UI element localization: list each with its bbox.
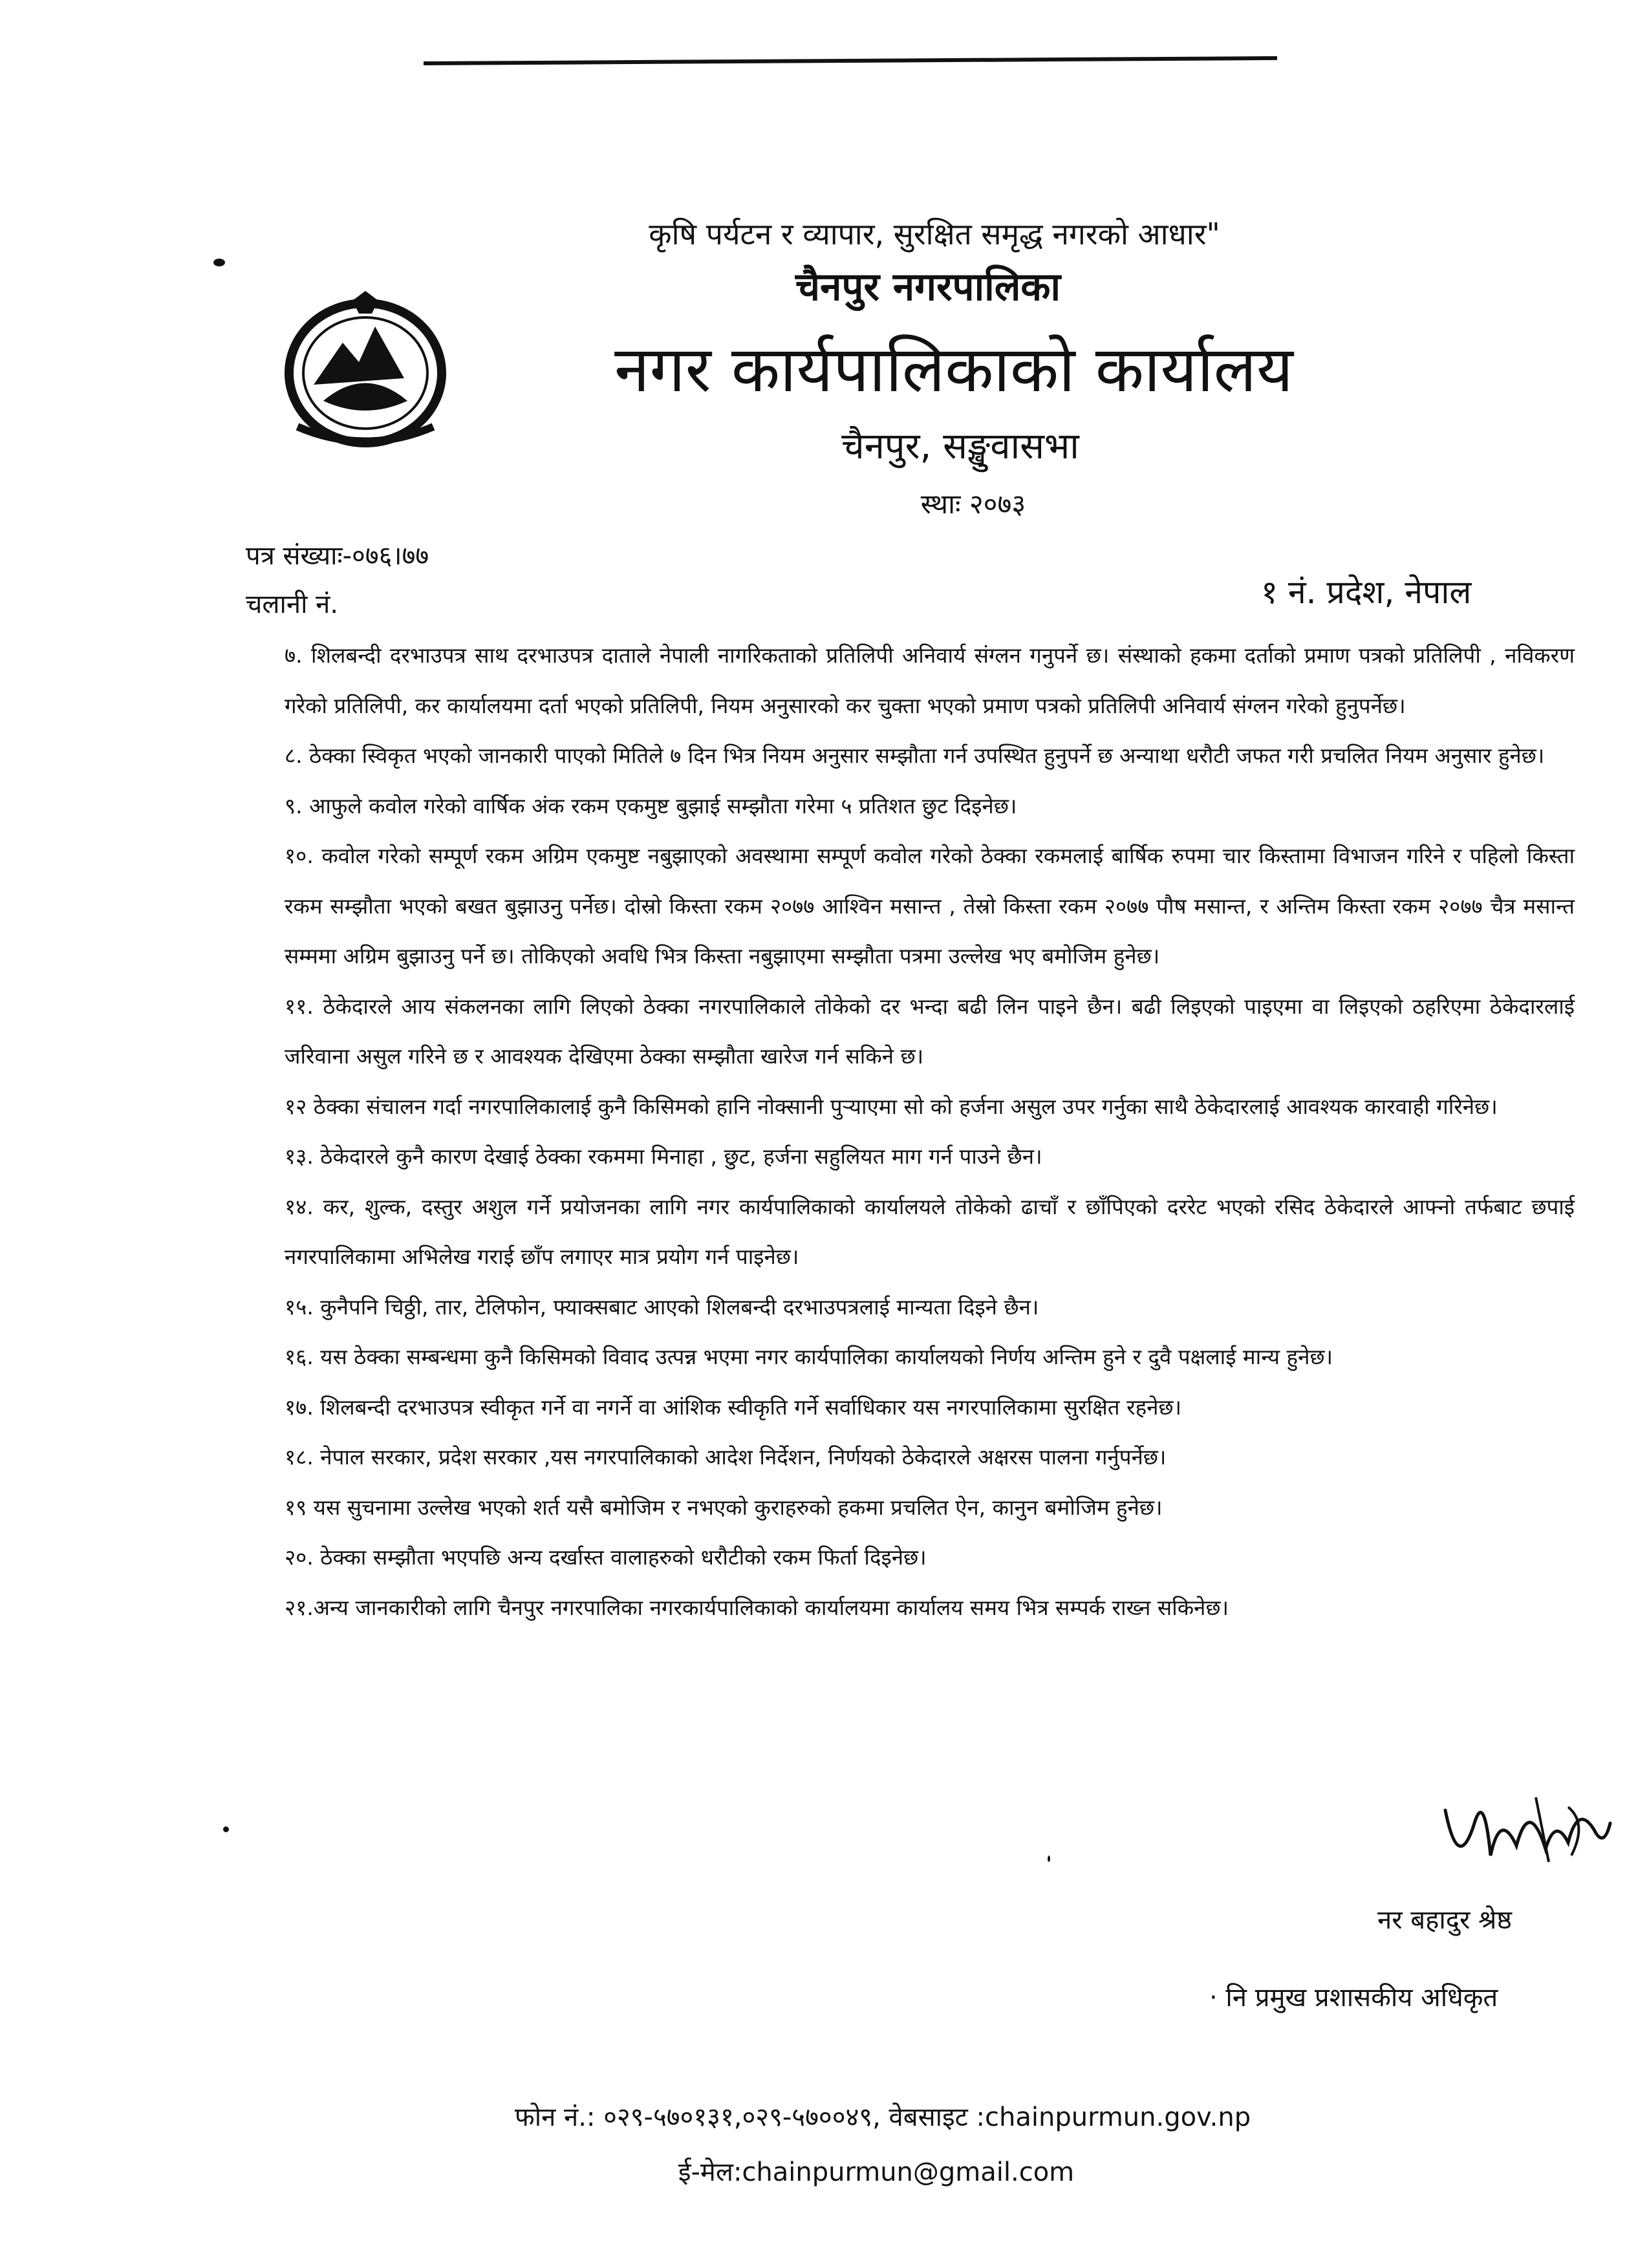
clause: १२ ठेक्का संचालन गर्दा नगरपालिकालाई कुनै किसिमको हानि नोक्सानी पुऱ्याएमा सो को हर्जना असुल उपर गर्नुका साथै ठेकेदारलाई आवश्यक कारवाही गरिनेछ। — [285, 1093, 1498, 1119]
clause: ८. ठेक्का स्विकृत भएको जानकारी पाएको मितिले ७ दिन भित्र नियम अनुसार सम्झौता गर्न उपस्थित हुनुपर्ने छ अन्याथा धरौटी जफत गरी प्रचलित नियम अनुसार हुनेछ। — [285, 743, 1545, 768]
top-rule — [424, 56, 1277, 65]
clause: १४. कर, शुल्क, दस्तुर अशुल गर्ने प्रयोजनका लागि नगर कार्यपालिकाको कार्यालयले तोकेको ढाचाँ र छाँपिएको दररेट भएको रसिद ठेकेदारले आफ्नो तर्फबाट छपाई नगरपालिकामा अभिलेख गराई छाँप लगाएर मात्र प्रयोग गर्न पाइनेछ। — [285, 1193, 1575, 1269]
letter-number: पत्र संख्याः-०७६।७७ — [246, 541, 429, 571]
notice-body — [285, 630, 1575, 1632]
province-address: १ नं. प्रदेश, नेपाल — [1261, 573, 1472, 611]
clause: १३. ठेकेदारले कुनै कारण देखाई ठेक्का रकममा मिनाहा , छुट, हर्जना सहुलियत माग गर्न पाउने छैन। — [285, 1144, 1042, 1169]
signer-name: नर बहादुर श्रेष्ठ — [1377, 1905, 1512, 1935]
clause: १९ यस सुचनामा उल्लेख भएको शर्त यसै बमोजिम र नभएको कुराहरुको हकमा प्रचलित ऐन, कानुन बमोजिम हुनेछ। — [285, 1494, 1163, 1520]
signature-scribble — [1439, 1784, 1613, 1875]
dispatch-number: चलानी नं. — [246, 590, 339, 619]
office-address: चैनपुर, सङ्खुवासभा — [841, 425, 1079, 467]
slogan: कृषि पर्यटन र व्यापार, सुरक्षित समृद्ध नगरको आधार" — [649, 217, 1220, 251]
clause: २१.अन्य जानकारीको लागि चैनपुर नगरपालिका नगरकार्यपालिकाको कार्यालयमा कार्यालय समय भित्र सम्पर्क राख्न सकिनेछ। — [285, 1594, 1229, 1620]
clause: १५. कुनैपनि चिठ्ठी, तार, टेलिफोन, फ्याक्सबाट आएको शिलबन्दी दरभाउपत्रलाई मान्यता दिइने छैन। — [285, 1294, 1039, 1320]
footer-email: ई-मेल:chainpurmun@gmail.com — [678, 2157, 1075, 2187]
scan-speck — [1048, 1856, 1050, 1862]
clause: १०. कवोल गरेको सम्पूर्ण रकम अग्रिम एकमुष्ट नबुझाएको अवस्थामा सम्पूर्ण कवोल गरेको ठेक्का रकमलाई बार्षिक रुपमा चार किस्तामा विभाजन गरिने र पहिलो किस्ता रकम सम्झौता भएको बखत बुझाउनु पर्नेछ। दोस्रो किस्ता रकम २०७७ आश्विन मसान्त , तेस्रो किस्ता रकम २०७७ पौष मसान्त, र अन्तिम किस्ता रकम २०७७ चैत्र मसान्त सम्ममा अग्रिम बुझाउनु पर्ने छ। तोकिएको अवधि भित्र किस्ता नबुझाएमा सम्झौता पत्रमा उल्लेख भए बमोजिम हुनेछ। — [285, 843, 1575, 968]
signer-title: · नि प्रमुख प्रशासकीय अधिकृत — [1209, 1983, 1498, 2013]
footer-contact: फोन नं.: ०२९-५७०१३१,०२९-५७००४९, वेबसाइट :chainpurmun.gov.np — [514, 2102, 1251, 2132]
office-title: नगर कार्यपालिकाको कार्यालय — [614, 333, 1293, 407]
clause: १८. नेपाल सरकार, प्रदेश सरकार ,यस नगरपालिकाको आदेश निर्देशन, निर्णयको ठेकेदारले अक्षरस पालना गर्नुपर्नेछ। — [285, 1444, 1167, 1470]
clause: २०. ठेक्का सम्झौता भएपछि अन्य दर्खास्त वालाहरुको धरौटीको रकम फिर्ता दिइनेछ। — [285, 1545, 927, 1570]
established-year: स्थाः २०७३ — [920, 488, 1026, 520]
clause: १६. यस ठेक्का सम्बन्धमा कुनै किसिमको विवाद उत्पन्न भएमा नगर कार्यपालिका कार्यालयको निर्णय अन्तिम हुने र दुवै पक्षलाई मान्य हुनेछ। — [285, 1344, 1333, 1369]
clause: ९. आफुले कवोल गरेको वार्षिक अंक रकम एकमुष्ट बुझाई सम्झौता गरेमा ५ प्रतिशत छुट दिइनेछ। — [285, 793, 1017, 818]
municipality-name: चैनपुर नगरपालिका — [795, 264, 1061, 310]
clause: १७. शिलबन्दी दरभाउपत्र स्वीकृत गर्ने वा नगर्ने वा आंशिक स्वीकृति गर्ने सर्वाधिकार यस नगरपालिकामा सुरक्षित रहनेछ। — [285, 1394, 1182, 1420]
clause: ७. शिलबन्दी दरभाउपत्र साथ दरभाउपत्र दाताले नेपाली नागरिकताको प्रतिलिपी अनिवार्य संग्लन गनुपर्ने छ। संस्थाको हकमा दर्ताको प्रमाण पत्रको प्रतिलिपी , नविकरण गरेको प्रतिलिपी, कर कार्यालयमा दर्ता भएको प्रतिलिपी, नियम अनुसारको कर चुक्ता भएको प्रमाण पत्रको प्रतिलिपी अनिवार्य संग्लन गरेको हुनुपर्नेछ। — [285, 643, 1575, 718]
scan-speck — [223, 1826, 229, 1832]
clause: ११. ठेकेदारले आय संकलनका लागि लिएको ठेक्का नगरपालिकाले तोकेको दर भन्दा बढी लिन पाइने छैन। बढी लिइएको पाइएमा वा लिइएको ठहरिएमा ठेकेदारलाई जरिवाना असुल गरिने छ र आवश्यक देखिएमा ठेक्का सम्झौता खारेज गर्न सकिने छ। — [285, 993, 1575, 1069]
scan-speck — [213, 259, 225, 266]
